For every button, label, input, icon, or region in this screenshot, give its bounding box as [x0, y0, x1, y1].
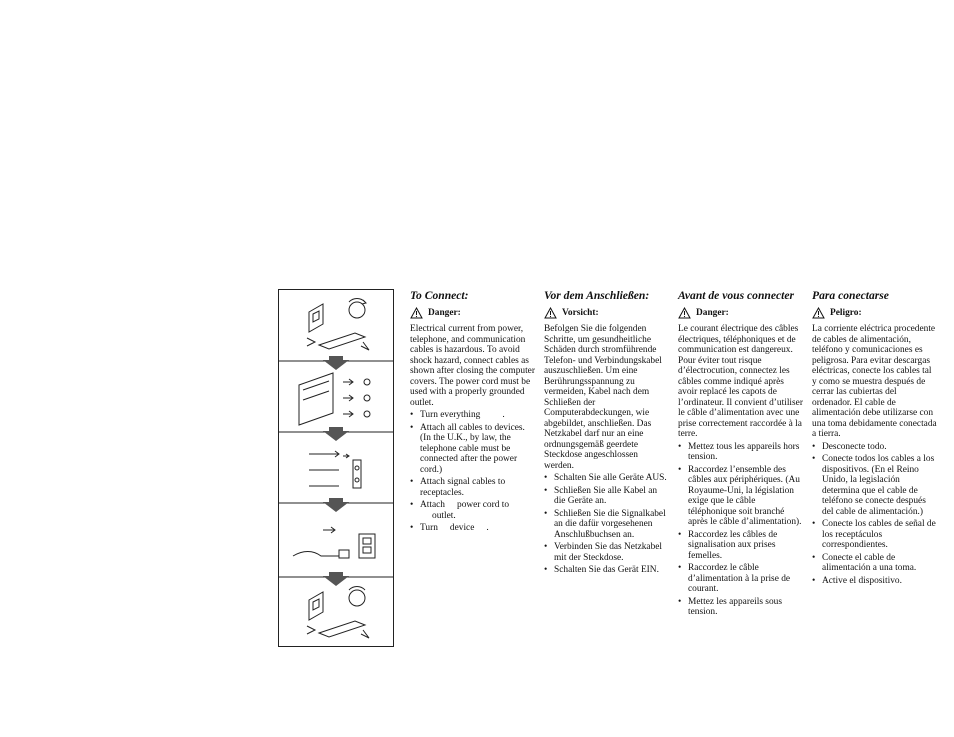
list-item: • Attach power cord to outlet.: [410, 500, 536, 521]
list-item: • Turn everything .: [410, 410, 536, 421]
warning-icon: [410, 307, 423, 319]
panel-power-on: [307, 587, 369, 638]
french-column: [678, 288, 804, 618]
warning-icon: [812, 307, 825, 319]
list-item: • Mettez tous les appareils hors tension.: [678, 442, 804, 463]
warning-icon: [544, 307, 557, 319]
list-item: • Mettez les appareils sous tension.: [678, 597, 804, 618]
french-danger-notice: [678, 307, 804, 319]
list-item: • Attach signal cables to receptacles.: [410, 477, 536, 498]
list-item: • Attach all cables to devices. (In the U.K., by law, the telephone cable must be connected after the power cord.): [410, 423, 536, 476]
list-item: • Turn device .: [410, 523, 536, 534]
list-item: • Active el dispositivo.: [812, 576, 938, 587]
list-item: • Raccordez le câble d’alimentation à la prise de courant.: [678, 563, 804, 595]
list-item: • Raccordez les câbles de signalisation aux prises femelles.: [678, 530, 804, 562]
french-steps-list: [678, 442, 804, 618]
panel-attach-cables: [299, 373, 370, 425]
german-column: [544, 288, 670, 576]
spanish-column: [812, 288, 938, 586]
spanish-steps-list: [812, 442, 938, 587]
list-item: • Schließen Sie die Signalkabel an die dafür vorgesehenen Anschlußbuchsen an.: [544, 509, 670, 541]
french-body-text: Le courant électrique des câbles électriques, téléphoniques et de communication est dangereux. Pour éviter tout risque d’électrocution, connectez les câbles comme indiqué après avoir replacé les capots de l’ordinateur. Il convient d’utiliser le câble d’alimentation avec une prise correctement raccordée à la terre.: [678, 324, 803, 439]
french-danger-label: Danger:: [696, 307, 729, 318]
spanish-danger-notice: [812, 307, 938, 319]
german-title: Vor dem Anschließen:: [544, 289, 650, 302]
panel-power-outlet: [293, 527, 375, 558]
list-item: • Conecte el cable de alimentación a una toma.: [812, 553, 938, 574]
english-danger-label: Danger:: [428, 307, 461, 318]
list-item: • Desconecte todo.: [812, 442, 938, 453]
german-steps-list: [544, 473, 670, 576]
panel-signal-cables: [309, 451, 361, 488]
panel-power-off: [307, 299, 369, 350]
list-item: • Conecte todos los cables a los dispositivos. (En el Reino Unido, la legislación determina que el cable de teléfono se conecte después del cable de alimentación.): [812, 454, 938, 517]
list-item: • Verbinden Sie das Netzkabel mit der Steckdose.: [544, 542, 670, 563]
list-item: • Conecte los cables de señal de los receptáculos correspondientes.: [812, 519, 938, 551]
spanish-danger-label: Peligro:: [830, 307, 862, 318]
list-item: • Raccordez l’ensemble des câbles aux périphériques. (Au Royaume-Uni, la législation exige que le câble téléphonique soit branché après le câble d’alimentation).: [678, 465, 804, 528]
english-title: To Connect:: [410, 289, 469, 302]
list-item: • Schalten Sie das Gerät EIN.: [544, 565, 670, 576]
english-steps-list: [410, 410, 536, 534]
list-item: • Schließen Sie alle Kabel an die Geräte an.: [544, 486, 670, 507]
list-item: • Schalten Sie alle Geräte AUS.: [544, 473, 670, 484]
english-body-text: Electrical current from power, telephone, and communication cables is hazardous. To avoid shock hazard, connect cables as shown after closing the computer covers. The power cord must be used with a properly grounded outlet.: [410, 324, 535, 408]
cabling-illustration: [279, 290, 393, 646]
french-title: Avant de vous connecter: [678, 289, 795, 302]
connection-steps-diagram: [278, 289, 394, 647]
german-danger-notice: [544, 307, 670, 319]
english-column: [410, 288, 536, 534]
spanish-title: Para conectarse: [812, 289, 889, 302]
english-danger-notice: [410, 307, 536, 319]
german-danger-label: Vorsicht:: [562, 307, 599, 318]
spanish-body-text: La corriente eléctrica procedente de cables de alimentación, teléfono y comunicaciones es peligrosa. Para evitar descargas eléctricas, conecte los cables tal y como se muestra después de cerrar las cubiertas del ordenador. El cable de alimentación debe utilizarse con una toma debidamente conectada a tierra.: [812, 324, 937, 439]
german-body-text: Befolgen Sie die folgenden Schritte, um gesundheitliche Schäden durch stromführende Telefon- und Verbindungskabel auszuschließen. Um eine Berührungsspannung zu vermeiden, Kabel nach dem Schließen der Computerabdeckungen, wie abgebildet, anschließen. Das Netzkabel darf nur an eine ordnungsgemäß geerdete Steckdose angeschlossen werden.: [544, 324, 662, 471]
warning-icon: [678, 307, 691, 319]
